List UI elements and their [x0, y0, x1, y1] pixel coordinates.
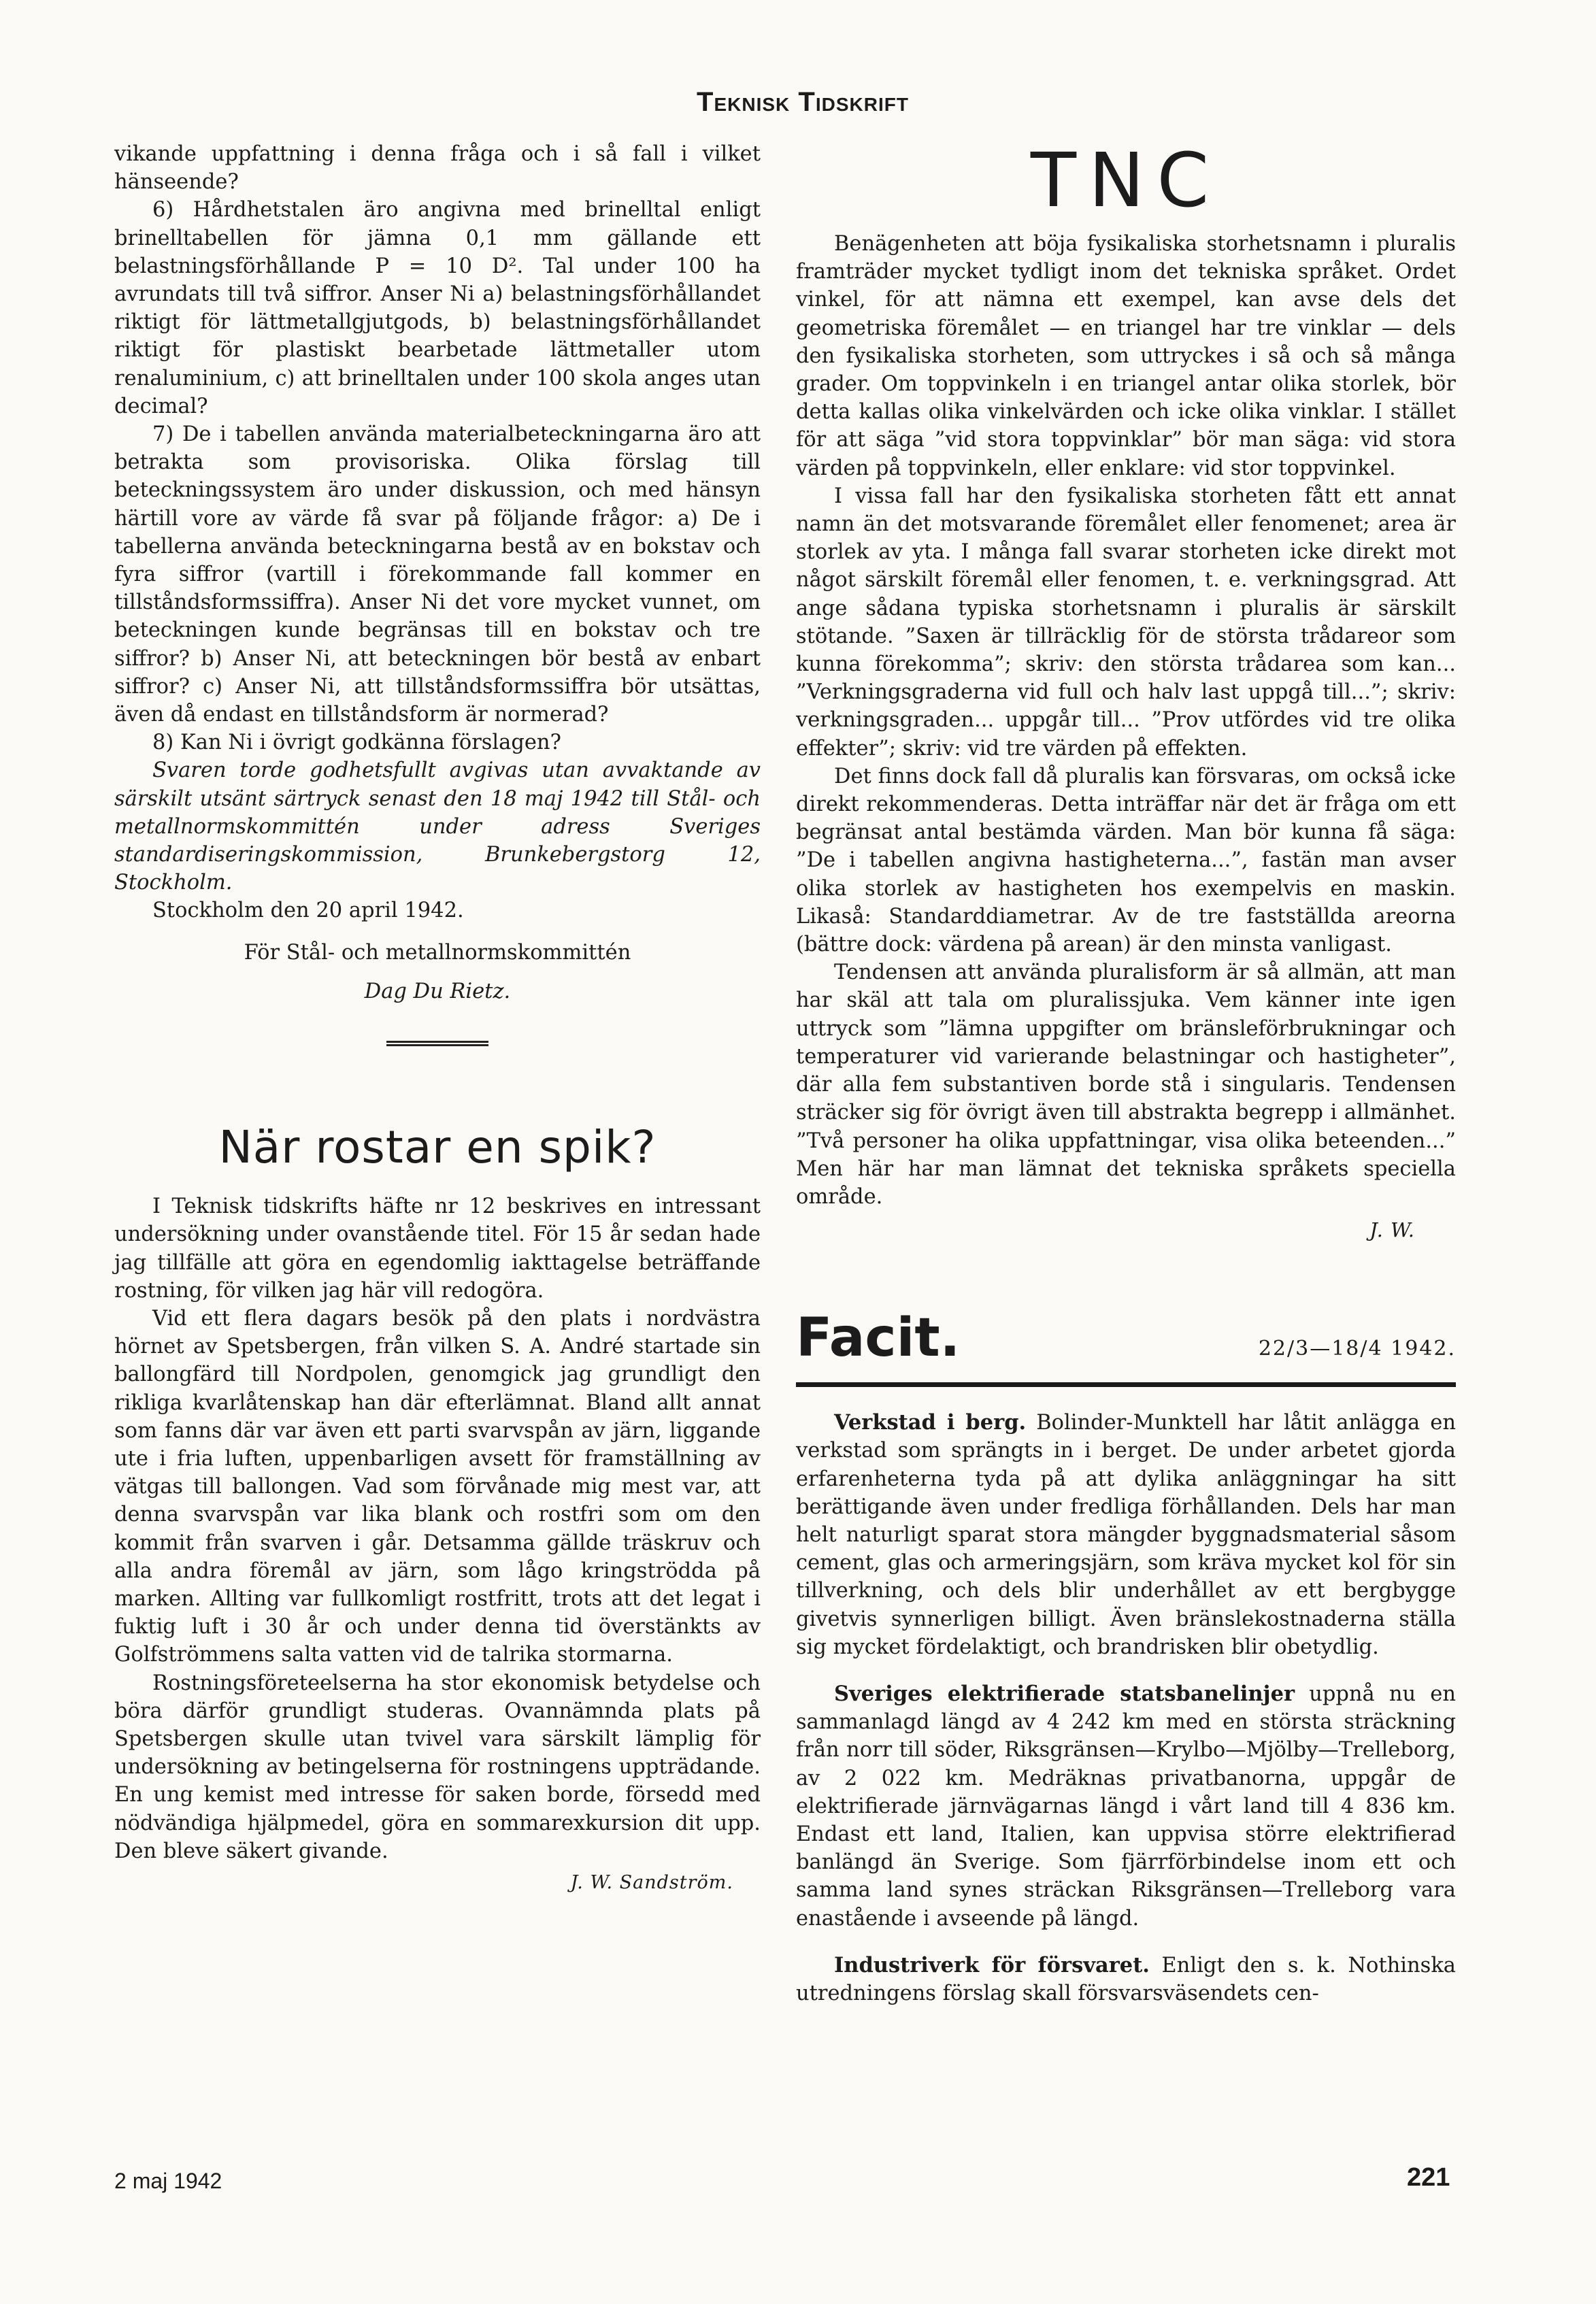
page-number: 221 [1407, 2163, 1450, 2192]
right-column [796, 137, 1457, 2007]
reply-instructions: Svaren torde godhetsfullt avgivas utan avvaktande av särskilt utsänt särtryck senast den 18 maj 1942 till Stål- och metallnormskommittén under adress Sveriges standardiseringskommission, Brunkebergstorg 12, Stockholm. [114, 758, 761, 895]
signature-committee: För Stål- och metallnormskommittén [244, 940, 631, 965]
facit-title: Facit. [796, 1307, 961, 1369]
signature-place-date: Stockholm den 20 april 1942. [152, 899, 464, 923]
left-column [114, 140, 761, 1893]
facit-rule [796, 1382, 1456, 1387]
facit-item [796, 1952, 1456, 2007]
facit-item [796, 1409, 1456, 1661]
article-headline: När rostar en spik? [218, 1121, 656, 1174]
facit-item-text: Enligt den s. k. Nothinska utredningens förslag skall försvarsväsendets cen- [796, 1953, 1456, 2005]
spacer [796, 1661, 1456, 1680]
article-byline: J. W. Sandström. [570, 1871, 733, 1893]
footer-issue-date: 2 maj 1942 [114, 2169, 222, 2193]
question-continuation: vikande uppfattning i denna fråga och i så fall i vilket hänseende? [114, 142, 761, 195]
tnc-logo: TNC [1030, 137, 1222, 224]
article-paragraph-1: I Teknisk tidskrifts häfte nr 12 beskrives en intressant undersökning under ovanstående titel. För 15 år sedan hade jag tillfälle att göra en egendomlig iakttagelse beträffande rostning, för vilken jag här vill redogöra. [114, 1195, 761, 1303]
question-6: 6) Hårdhetstalen äro angivna med brinelltal enligt brinelltabellen för jämna 0,1 mm gällande ett belastningsförhållande P = 10 D². Tal under 100 ha avrundats till två siffror. Anser Ni a) belastningsförhållandet riktigt för lättmetallgjutgods, b) belastningsförhållandet riktigt för plastiskt bearbetade lättmetaller utom renaluminium, c) att brinelltalen under 100 skola anges utan decimal? [114, 198, 761, 418]
facit-date: 22/3—18/4 1942. [1258, 1337, 1456, 1361]
tnc-paragraph-4: Tendensen att använda pluralisform är så allmän, att man har skäl att tala om pluralissjuka. Vem känner inte igen uttryck som ”lämna uppgifter om bränsleförbrukningar och temperaturer vid varierande belastningar och hastigheter”, där alla fem substantiven borde stå i singularis. Tendensen sträcker sig för övrigt även till abstrakta begrepp i allmänhet. ”Två personer ha olika uppfattningar, visa olika beteenden...” Men här har man lämnat det tekniska språkets speciella område. [796, 961, 1456, 1209]
facit-item-text: uppnå nu en sammanlagd längd av 4 242 km med en största sträckning från norr till söder, Riksgränsen—Krylbo—Mjölby—Trelleborg, av 2 022 km. Medräknas privatbanorna, uppgår de elektrifierade järnvägarnas längd i vårt land till 4 836 km. Endast ett land, Italien, kan uppvisa större elektrifierad banlängd än Sverige. Som fjärrförbindelse inom ett och samma land synes sträckan Riksgränsen—Trelleborg vara enastående i avseende på längd. [796, 1682, 1457, 1931]
question-7: 7) De i tabellen använda materialbeteckningarna äro att betrakta som provisoriska. Olika förslag till beteckningssystem äro under diskussion, och med hänsyn härtill vore av värde få svar på följande frågor: a) De i tabellerna använda beteckningarna bestå av en bokstav och fyra siffror (vartill i förekommande fall kommer en tillståndsformssiffra). Anser Ni det vore mycket vunnet, om beteckningen kunde begränsas till en bokstav och tre siffror? b) Anser Ni, att beteckningen bör bestå av enbart siffror? c) Anser Ni, att tillståndsformssiffra bör utsättas, även då endast en tillståndsform är normerad? [114, 422, 761, 727]
facit-item-lead: Sveriges elektrifierade statsbanelinjer [834, 1681, 1295, 1706]
running-title: Teknisk Tidskrift [697, 87, 909, 117]
article-paragraph-3: Rostningsföreteelserna ha stor ekonomisk betydelse och böra därför grundligt studeras. Ovannämnda plats på Spetsbergen skulle utan tvivel vara särskilt lämplig för undersökning av betingelserna för rostningens uppträdande. En ung kemist med intresse för saken borde, försedd med nödvändiga hjälpmedel, göra en sommarexkursion dit upp. Den bleve säkert givande. [114, 1671, 761, 1863]
facit-item-text: Bolinder-Munktell har låtit anlägga en verkstad som sprängts in i berget. De under arbetet gjorda erfarenheterna tyda på att dylika anläggningar ha sitt berättigande även under fredliga förhållanden. Dels har man helt naturligt sparat stora mängder byggnadsmaterial såsom cement, glas och armeringsjärn, som kräva mycket kol för sin tillverkning, och dels blir underhållet av ett bergbygge givetvis synnerligen billigt. Även bränslekostnaderna ställa sig mycket fördelaktigt, och brandrisken blir obetydlig. [796, 1411, 1456, 1659]
facit-header [796, 1307, 1456, 1369]
facit-item-lead: Industriverk för försvaret. [834, 1952, 1150, 1977]
signature-name: Dag Du Rietz. [364, 979, 511, 1003]
facit-item-lead: Verkstad i berg. [834, 1410, 1027, 1435]
tnc-byline: J. W. [1369, 1218, 1415, 1242]
facit-item [796, 1680, 1456, 1933]
article-paragraph-2: Vid ett flera dagars besök på den plats i nordvästra hörnet av Spetsbergen, från vilken S. A. André startade sin ballongfärd till Nordpolen, genomgick jag grundligt den rikliga kvarlåtenskap han där efterlämnat. Bland allt annat som fanns där var även ett parti svarvspån av järn, liggande ute i fria luften, uppenbarligen avsett för framställning av vätgas till ballongen. Vad som förvånade mig mest var, att denna svarvspån var lika blank och rostfri som om den kommit från svarven i går. Detsamma gällde träskruv och alla andra föremål av järn, som lågo kringströdda på marken. Allting var fullkomligt rostfritt, trots att det legat i fuktig luft i 30 år och under denna tid överstänkts av Golfströmmens salta vatten vid de talrika stormarna. [114, 1306, 761, 1667]
section-divider [386, 1041, 488, 1046]
tnc-paragraph-3: Det finns dock fall då pluralis kan försvaras, om också icke direkt rekommenderas. Detta inträffar när det är fråga om ett begränsat antal bestämda värden. Man bör kunna få säga: ”De i tabellen angivna hastigheterna...”, fastän man avser olika storlek av hastigheten hos exempelvis en maskin. Likaså: Standarddiametrar. Av de tre fastställda areorna (bättre dock: värdena på arean) är den minsta vanligast. [796, 764, 1456, 957]
tnc-paragraph-1: Benägenheten att böja fysikaliska storhetsnamn i pluralis framträder mycket tydligt inom det tekniska språket. Ordet vinkel, för att nämna ett exempel, kan avse dels det geometriska föremålet — en triangel har tre vinklar — dels den fysikaliska storheten, som uttryckes i så och så många grader. Om toppvinkeln i en triangel antar olika storlek, bör detta kallas olika vinkelvärden och icke olika vinklar. I stället för att säga ”vid stora toppvinklar” bör man säga: vid stora värden på toppvinkeln, eller enklare: vid stor toppvinkel. [796, 232, 1456, 480]
tnc-paragraph-2: I vissa fall har den fysikaliska storheten fått ett annat namn än det motsvarande föremålet eller fenomenet; area är storlek av yta. I många fall svarar storheten icke direkt mot något särskilt föremål eller fenomen, t. e. verkningsgrad. Att ange sådana typiska storhetsnamn i pluralis är särskilt stötande. ”Saxen är tillräcklig för de största trådareor som kunna förekomma”; skriv: den största trådarea som kan... ”Verkningsgraderna vid full och halv last uppgå till...”; skriv: verkningsgraden... uppgår till... ”Prov utfördes vid tre olika effekter”; skriv: vid tre värden på effekten. [796, 484, 1456, 761]
spacer [796, 1933, 1456, 1952]
question-8: 8) Kan Ni i övrigt godkänna förslagen? [152, 731, 561, 755]
